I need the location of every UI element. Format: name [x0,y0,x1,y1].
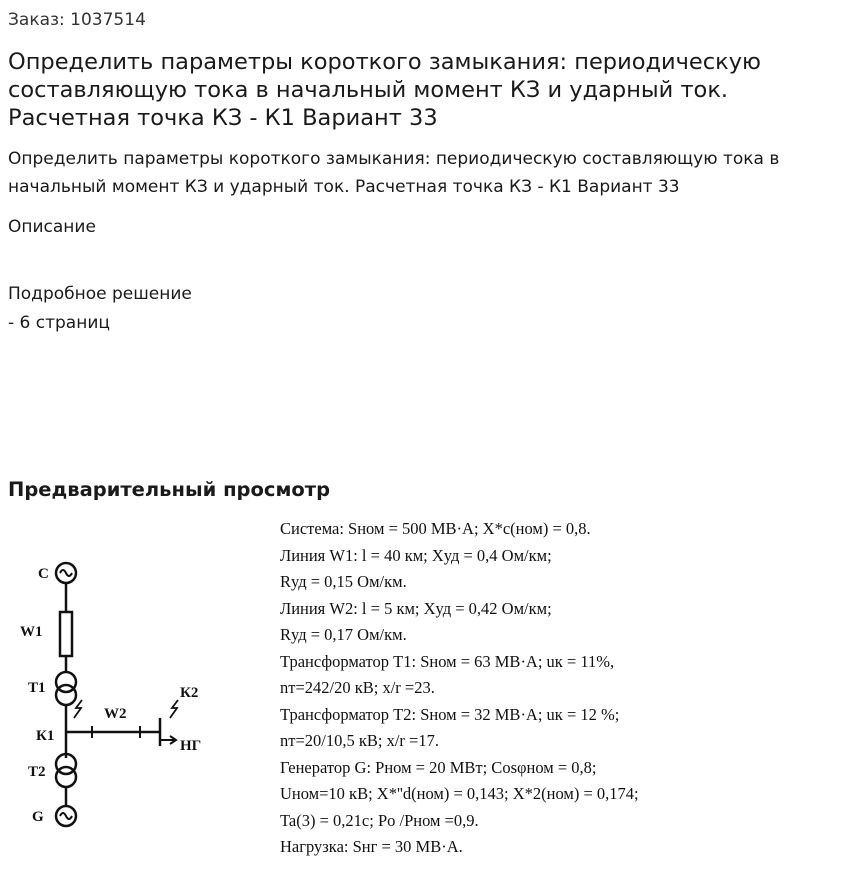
transformer-t2-bottom [56,767,76,787]
param-line: Rуд = 0,15 Ом/км. [280,572,407,591]
parameters-list [280,516,639,861]
solution-info [8,280,192,338]
param-line: Система: Sном = 500 МВ·А; X*с(ном) = 0,8. [280,519,591,538]
solution-line-1: Подробное решение [8,284,192,304]
label-c: С [38,566,49,582]
param-line: Нагрузка: Sнг = 30 МВ·А. [280,837,463,856]
page-title: Определить параметры короткого замыкания: периодическую составляющую тока в начальный момент КЗ и ударный ток. Расчетная точка КЗ - К1 Вариант 33 [8,49,761,131]
label-k2: К2 [180,685,199,701]
k2-fault-arrow [170,700,178,718]
description-label: Описание [8,217,96,237]
param-line: Линия W1: l = 40 км; Xуд = 0,4 Ом/км; [280,545,552,565]
lead-text: Определить параметры короткого замыкания: периодическую составляющую тока в начальный момент КЗ и ударный ток. Расчетная точка КЗ - К1 Вариант 33 [8,149,780,197]
param-line: Генератор G: Pном = 20 МВт; Cosφном = 0,8; [280,757,597,777]
param-line: Rуд = 0,17 Ом/км. [280,625,407,644]
label-w1: W1 [20,624,43,640]
solution-line-2: - 6 страниц [8,313,110,333]
label-ng: НГ [180,738,202,754]
transformer-t1-bottom [56,685,76,705]
label-t1: T1 [28,680,46,696]
label-w2: W2 [104,706,127,722]
label-g: G [32,809,44,825]
line-w1-element [60,612,72,656]
generator-wave [60,813,72,819]
k1-fault-arrow [74,700,82,718]
circuit-scheme [0,540,240,840]
label-t2: T2 [28,764,46,780]
param-line: nт=242/20 кВ; x/r =23. [280,678,435,697]
param-line: Трансформатор T1: Sном = 63 МВ·А; uк = 11%, [280,651,615,671]
label-k1: К1 [36,728,55,744]
system-source-wave [60,570,72,576]
param-line: Линия W2: l = 5 км; Xуд = 0,42 Ом/км; [280,598,552,618]
preview-heading: Предварительный просмотр [8,478,331,501]
param-line: Ta(3) = 0,21с; Pо /Pном =0,9. [280,810,479,830]
order-number: Заказ: 1037514 [8,10,146,30]
param-line: nт=20/10,5 кВ; x/r =17. [280,731,439,750]
param-line: Uном=10 кВ; X*''d(ном) = 0,143; X*2(ном) = 0,174; [280,784,639,803]
param-line: Трансформатор T2: Sном = 32 МВ·А; uк = 12 %; [280,704,620,724]
